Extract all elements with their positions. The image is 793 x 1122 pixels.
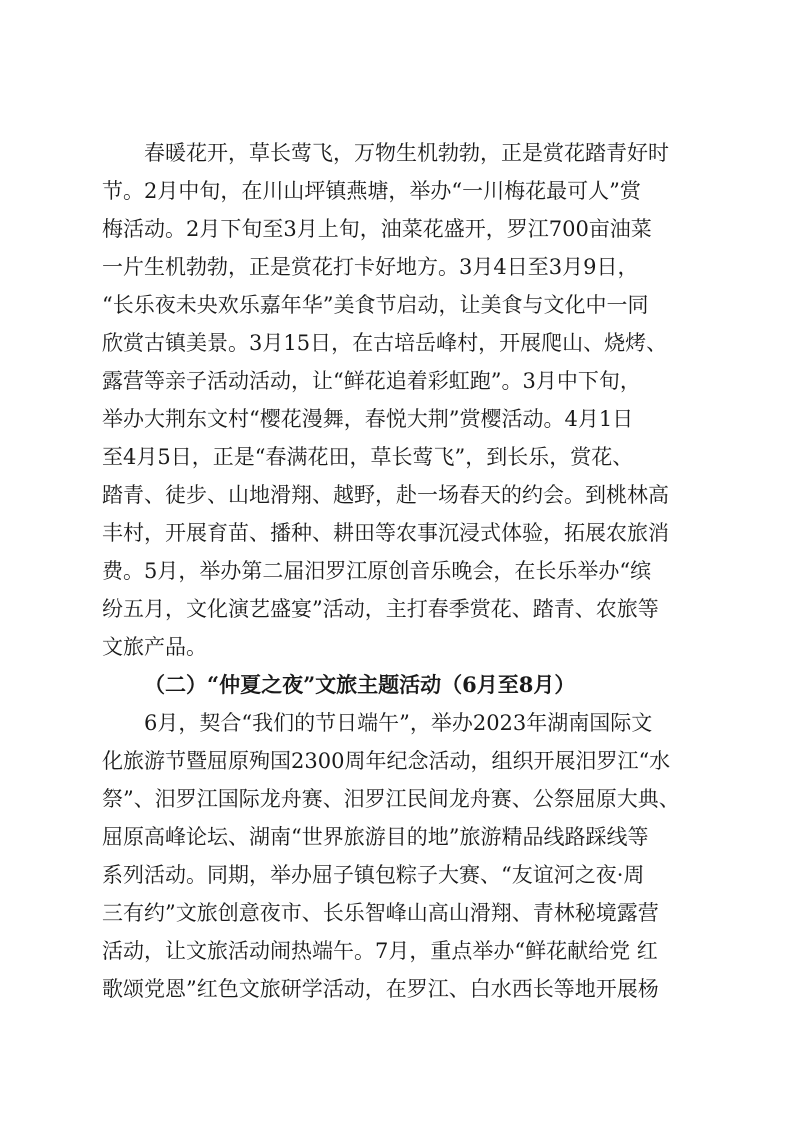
paragraph-line: 屈原高峰论坛、湖南“世界旅游目的地”旅游精品线路踩线等 [102,825,649,849]
paragraph-line: 纷五月，文化演艺盛宴”活动，主打春季赏花、踏青、农旅等 [102,597,659,621]
paragraph-line: 活动，让文旅活动闹热端午。7月，重点举办“鲜花献给党 红 [102,939,658,963]
paragraph-line: 三有约”文旅创意夜市、长乐智峰山高山滑翔、青林秘境露营 [102,901,659,925]
paragraph-line: 歌颂党恩”红色文旅研学活动，在罗江、白水西长等地开展杨 [102,977,659,1001]
paragraph-line: 化旅游节暨屈原殉国2300周年纪念活动，组织开展汨罗江“水 [102,749,671,773]
document-body [102,134,692,1008]
paragraph-line: 一片生机勃勃，正是赏花打卡好地方。3月4日至3月9日， [102,255,639,279]
paragraph-line: 踏青、徒步、山地滑翔、越野，赴一场春天的约会。到桃林高 [102,483,669,507]
paragraph-summer-activities [102,704,692,1008]
paragraph-line: 费。5月，举办第二届汨罗江原创音乐晚会，在长乐举办“缤 [102,559,652,583]
paragraph-line: 文旅产品。 [102,635,207,659]
paragraph-line: 至4月5日，正是“春满花田，草长莺飞”，到长乐，赏花、 [102,445,634,469]
paragraph-line: 丰村，开展育苗、播种、耕田等农事沉浸式体验，拓展农旅消 [102,521,669,545]
paragraph-line: 梅活动。2月下旬至3月上旬，油菜花盛开，罗江700亩油菜 [102,217,652,241]
paragraph-line: 春暖花开，草长莺飞，万物生机勃勃，正是赏花踏青好时 [144,141,669,165]
paragraph-line: 祭”、汨罗江国际龙舟赛、汨罗江民间龙舟赛、公祭屈原大典、 [102,787,680,811]
paragraph-line: 6月，契合“我们的节日端午”，举办2023年湖南国际文 [144,711,653,735]
section-heading: （二）“仲夏之夜”文旅主题活动（6月至8月） [144,672,576,697]
paragraph-line: 举办大荆东文村“樱花漫舞，春悦大荆”赏樱活动。4月1日 [102,407,634,431]
paragraph-line: 露营等亲子活动活动，让“鲜花追着彩虹跑”。3月中下旬， [102,369,641,393]
paragraph-line: 欣赏古镇美景。3月15日，在古培岳峰村，开展爬山、烧烤、 [102,331,668,355]
paragraph-line: “长乐夜未央欢乐嘉年华”美食节启动，让美食与文化中一同 [102,293,649,317]
paragraph-spring-activities [102,134,692,666]
paragraph-line: 系列活动。同期，举办屈子镇包粽子大赛、“友谊河之夜·周 [102,863,645,887]
paragraph-line: 节。2月中旬，在川山坪镇燕塘，举办“一川梅花最可人”赏 [102,179,641,203]
